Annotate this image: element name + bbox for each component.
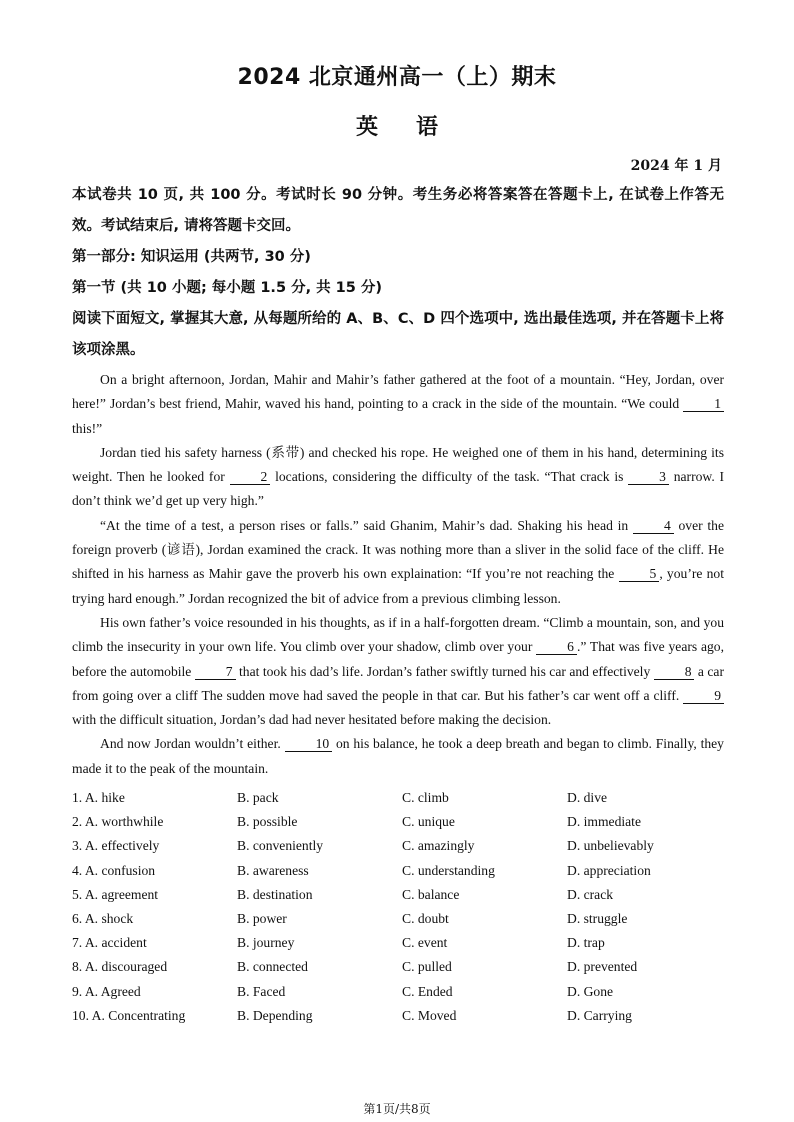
option-row <box>72 810 732 834</box>
exam-notice: 本试卷共 10 页, 共 100 分。考试时长 90 分钟。考生务必将答案答在答题卡上, 在试卷上作答无效。考试结束后, 请将答题卡交回。 <box>72 187 724 234</box>
passage-text: over the foreign proverb (谚语), Jordan examined the crack. It was nothing more than a sliver in the solid face of the cliff. He shifted in his harness as Mahir gave the proverb his own explaination: “If you’re not reaching the <box>72 517 725 582</box>
passage-text: “At the time of a test, a person rises or falls.” said Ghanim, Mahir’s dad. Shaking his head in <box>100 517 633 533</box>
option-c: C. understanding <box>402 862 495 878</box>
option-c: C. amazingly <box>402 838 475 854</box>
option-b: B. connected <box>237 959 308 975</box>
option-a: 5. A. agreement <box>72 886 159 902</box>
passage-paragraph <box>72 514 724 611</box>
blank-9: 9 <box>683 688 724 704</box>
option-a: 7. A. accident <box>72 935 147 951</box>
option-c: C. unique <box>402 814 455 830</box>
option-row <box>72 931 732 955</box>
passage-text: locations, considering the difficulty of the task. “That crack is <box>270 469 629 485</box>
option-d: D. dive <box>567 790 608 806</box>
option-b: B. awareness <box>237 862 309 878</box>
option-row <box>72 859 732 883</box>
option-a: 8. A. discouraged <box>72 959 168 975</box>
passage-text: with the difficult situation, Jordan’s dad had never hesitated before making the decision. <box>72 712 552 728</box>
passage-paragraph <box>72 611 724 732</box>
option-a: 2. A. worthwhile <box>72 814 164 830</box>
option-d: D. Gone <box>567 983 614 999</box>
passage-text: narrow. I don’t think we’d get up very high.” <box>72 469 725 509</box>
option-a: 1. A. hike <box>72 790 125 806</box>
passage-text: His own father’s voice resounded in his thoughts, as if in a half-forgotten dream. “Climb a mountain, son, and you climb the insecurity in your own life. You climb over your shadow, climb over your <box>72 614 724 655</box>
option-c: C. pulled <box>402 959 452 975</box>
option-d: D. immediate <box>567 814 641 830</box>
blank-4: 4 <box>633 518 674 534</box>
option-c: C. Ended <box>402 983 453 999</box>
passage-paragraph <box>72 732 724 781</box>
blank-6: 6 <box>536 639 577 655</box>
option-row <box>72 980 732 1004</box>
page-number: 第1页/共8页 <box>363 1102 431 1116</box>
option-d: D. trap <box>567 935 605 951</box>
option-d: D. Carrying <box>567 1007 632 1023</box>
option-row <box>72 834 732 858</box>
cloze-passage <box>72 368 724 781</box>
option-row <box>72 1004 732 1028</box>
passage-text: , you’re not trying hard enough.” Jordan recognized the bit of advice from a previous climbing lesson. <box>72 566 724 606</box>
passage-text: And now Jordan wouldn’t either. <box>100 736 285 752</box>
option-c: C. Moved <box>402 1007 457 1023</box>
blank-8: 8 <box>654 664 695 680</box>
section-heading: 第一节 (共 10 小题; 每小题 1.5 分, 共 15 分) <box>72 280 383 296</box>
option-d: D. prevented <box>567 959 638 975</box>
option-row <box>72 907 732 931</box>
option-c: C. event <box>402 935 448 951</box>
passage-paragraph <box>72 368 724 441</box>
option-c: C. climb <box>402 790 449 806</box>
blank-7: 7 <box>195 664 236 680</box>
option-d: D. crack <box>567 886 614 902</box>
option-b: B. destination <box>237 886 313 902</box>
option-d: D. appreciation <box>567 862 651 878</box>
blank-2: 2 <box>230 469 271 485</box>
option-d: D. unbelievably <box>567 838 654 854</box>
option-row <box>72 786 732 810</box>
option-c: C. balance <box>402 886 460 902</box>
option-b: B. Faced <box>237 983 286 999</box>
page-title: 2024 北京通州高一（上）期末 <box>237 65 557 90</box>
passage-text: this!” <box>72 420 103 436</box>
option-d: D. struggle <box>567 911 628 927</box>
option-b: B. journey <box>237 935 295 951</box>
exam-date: 2024 年 1 月 <box>630 158 722 174</box>
option-c: C. doubt <box>402 911 449 927</box>
subject-heading: 英语 <box>355 115 476 140</box>
blank-1: 1 <box>683 396 724 412</box>
option-a: 10. A. Concentrating <box>72 1007 186 1023</box>
answer-options <box>72 786 732 1028</box>
passage-paragraph <box>72 441 724 514</box>
blank-3: 3 <box>628 469 669 485</box>
passage-text: .” That was five years ago, before the automobile <box>72 639 724 679</box>
option-row <box>72 883 732 907</box>
option-b: B. power <box>237 911 287 927</box>
option-a: 4. A. confusion <box>72 862 156 878</box>
option-a: 9. A. Agreed <box>72 983 141 999</box>
blank-10: 10 <box>285 736 333 752</box>
passage-text: that took his dad’s life. Jordan’s father swiftly turned his car and effectively <box>235 663 654 679</box>
option-b: B. pack <box>237 790 279 806</box>
directions-text: 阅读下面短文, 掌握其大意, 从每题所给的 A、B、C、D 四个选项中, 选出最佳选项, 并在答题卡上将该项涂黑。 <box>72 311 724 358</box>
blank-5: 5 <box>619 566 660 582</box>
option-b: B. possible <box>237 814 298 830</box>
part-heading: 第一部分: 知识运用 (共两节, 30 分) <box>72 249 311 265</box>
passage-text: On a bright afternoon, Jordan, Mahir and Mahir’s father gathered at the foot of a mountain. “Hey, Jordan, over here!” Jordan’s best friend, Mahir, waved his hand, pointing to a crack in the side of the mountain. “We could <box>72 372 724 412</box>
option-a: 3. A. effectively <box>72 838 160 854</box>
passage-text: on his balance, he took a deep breath and began to climb. Finally, they made it to the peak of the mountain. <box>72 736 724 776</box>
option-row <box>72 955 732 979</box>
option-b: B. Depending <box>237 1007 313 1023</box>
option-a: 6. A. shock <box>72 911 134 927</box>
passage-text: Jordan tied his safety harness (系带) and checked his rope. He weighed one of them in his hand, determining its weight. Then he looked for <box>72 444 724 485</box>
passage-text: a car from going over a cliff The sudden move had saved the people in that car. But his father’s car went off a cliff. <box>72 663 724 703</box>
option-b: B. conveniently <box>237 838 324 854</box>
